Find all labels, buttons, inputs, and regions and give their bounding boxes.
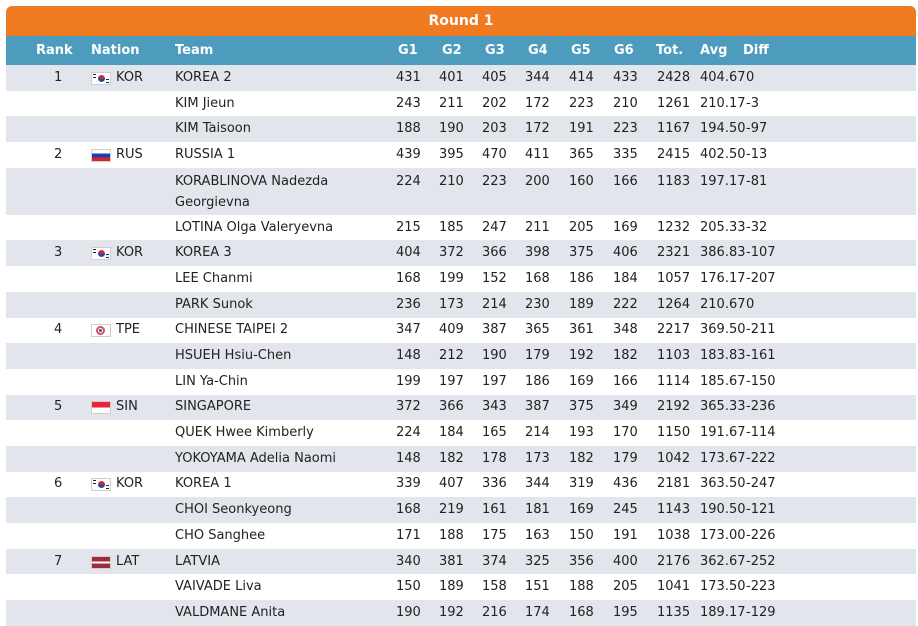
- average-score: 210.17: [700, 95, 746, 111]
- diff-score: -222: [746, 450, 776, 466]
- col-g3: G3: [485, 43, 505, 58]
- player-name: LEE Chanmi: [175, 270, 253, 286]
- game-1-score: 347: [396, 322, 421, 338]
- total-score: 1167: [657, 121, 691, 137]
- game-2-score: 188: [439, 527, 464, 543]
- team-row: [6, 549, 916, 575]
- average-score: 402.50: [700, 146, 746, 162]
- game-6-score: 166: [613, 173, 638, 189]
- game-3-score: 158: [482, 579, 507, 595]
- player-name: VAIVADE Liva: [175, 579, 262, 595]
- game-5-score: 169: [569, 373, 594, 389]
- average-score: 176.17: [700, 270, 746, 286]
- total-score: 2428: [657, 69, 691, 85]
- player-name: LOTINA Olga Valeryevna: [175, 219, 334, 235]
- lat-flag-icon: [91, 556, 111, 569]
- team-name: LATVIA: [175, 553, 220, 569]
- team-name: KOREA 1: [175, 476, 232, 492]
- game-5-score: 414: [569, 69, 594, 85]
- diff-score: -236: [746, 399, 776, 415]
- game-3-score: 161: [482, 502, 507, 518]
- game-2-score: 185: [439, 219, 464, 235]
- game-4-score: 365: [525, 322, 550, 338]
- average-score: 173.00: [700, 527, 746, 543]
- game-6-score: 170: [613, 425, 638, 441]
- game-2-score: 401: [439, 69, 464, 85]
- average-score: 191.67: [700, 425, 746, 441]
- kor-flag-icon: [91, 72, 111, 85]
- game-6-score: 335: [613, 146, 638, 162]
- nation-code: LAT: [116, 553, 140, 569]
- nation-code: KOR: [116, 245, 144, 261]
- game-5-score: 205: [569, 219, 594, 235]
- average-score: 194.50: [700, 121, 746, 137]
- player-name: PARK Sunok: [175, 296, 253, 312]
- game-6-score: 179: [613, 450, 638, 466]
- diff-score: -247: [746, 476, 776, 492]
- game-4-score: 172: [525, 95, 550, 111]
- average-score: 404.67: [700, 69, 746, 85]
- player-row: [6, 168, 916, 215]
- total-score: 1103: [657, 348, 691, 364]
- game-3-score: 223: [482, 173, 507, 189]
- game-2-score: 182: [439, 450, 464, 466]
- game-5-score: 191: [569, 121, 594, 137]
- diff-score: -161: [746, 348, 776, 364]
- game-1-score: 199: [396, 373, 421, 389]
- game-3-score: 202: [482, 95, 507, 111]
- nation-code: KOR: [116, 69, 144, 85]
- player-name: QUEK Hwee Kimberly: [175, 425, 314, 441]
- col-g1: G1: [398, 43, 418, 58]
- game-1-score: 372: [396, 399, 421, 415]
- game-5-score: 193: [569, 425, 594, 441]
- game-4-score: 344: [525, 476, 550, 492]
- player-row: [6, 523, 916, 549]
- diff-score: -207: [746, 270, 776, 286]
- game-6-score: 348: [613, 322, 638, 338]
- average-score: 210.67: [700, 296, 746, 312]
- game-6-score: 182: [613, 348, 638, 364]
- game-2-score: 192: [439, 604, 464, 620]
- game-2-score: 189: [439, 579, 464, 595]
- player-row: [6, 292, 916, 318]
- game-2-score: 372: [439, 245, 464, 261]
- diff-score: 0: [746, 296, 755, 312]
- game-3-score: 203: [482, 121, 507, 137]
- diff-score: -32: [746, 219, 768, 235]
- game-1-score: 188: [396, 121, 421, 137]
- game-5-score: 189: [569, 296, 594, 312]
- round-title: Round 1: [428, 13, 494, 29]
- game-4-score: 200: [525, 173, 550, 189]
- diff-score: 0: [746, 69, 755, 85]
- nation-code: KOR: [116, 476, 144, 492]
- game-1-score: 431: [396, 69, 421, 85]
- team-name: KOREA 2: [175, 69, 232, 85]
- game-5-score: 361: [569, 322, 594, 338]
- game-3-score: 387: [482, 322, 507, 338]
- game-4-score: 387: [525, 399, 550, 415]
- average-score: 183.83: [700, 348, 746, 364]
- game-1-score: 339: [396, 476, 421, 492]
- table-header: [6, 36, 916, 65]
- player-row: [6, 343, 916, 369]
- game-1-score: 439: [396, 146, 421, 162]
- game-4-score: 325: [525, 553, 550, 569]
- rank-cell: 5: [54, 399, 63, 415]
- game-6-score: 169: [613, 219, 638, 235]
- col-team: Team: [175, 43, 214, 58]
- results-table: [6, 65, 916, 626]
- game-1-score: 224: [396, 173, 421, 189]
- total-score: 1150: [657, 425, 691, 441]
- player-row: [6, 266, 916, 292]
- total-score: 1264: [657, 296, 691, 312]
- game-6-score: 245: [613, 502, 638, 518]
- game-1-score: 215: [396, 219, 421, 235]
- tpe-flag-icon: [91, 324, 111, 337]
- total-score: 1041: [657, 579, 691, 595]
- game-5-score: 182: [569, 450, 594, 466]
- game-6-score: 184: [613, 270, 638, 286]
- rus-flag-icon: [91, 149, 111, 162]
- game-4-score: 344: [525, 69, 550, 85]
- player-name: KIM Jieun: [175, 95, 235, 111]
- game-6-score: 166: [613, 373, 638, 389]
- diff-score: -114: [746, 425, 776, 441]
- player-row: [6, 215, 916, 241]
- round-title-bar: [6, 6, 916, 36]
- game-4-score: 179: [525, 348, 550, 364]
- player-name: YOKOYAMA Adelia Naomi: [175, 450, 337, 466]
- diff-score: -13: [746, 146, 768, 162]
- rank-cell: 7: [54, 553, 63, 569]
- sin-flag-icon: [91, 401, 111, 414]
- average-score: 362.67: [700, 553, 746, 569]
- game-6-score: 210: [613, 95, 638, 111]
- game-3-score: 405: [482, 69, 507, 85]
- total-score: 2181: [657, 476, 691, 492]
- player-name: VALDMANE Anita: [175, 604, 286, 620]
- col-rank: Rank: [36, 43, 73, 58]
- player-name: KIM Taisoon: [175, 121, 251, 137]
- kor-flag-icon: [91, 478, 111, 491]
- game-4-score: 214: [525, 425, 550, 441]
- col-diff: Diff: [743, 43, 769, 58]
- total-score: 2415: [657, 146, 691, 162]
- game-1-score: 236: [396, 296, 421, 312]
- game-2-score: 381: [439, 553, 464, 569]
- game-3-score: 165: [482, 425, 507, 441]
- game-5-score: 160: [569, 173, 594, 189]
- game-6-score: 433: [613, 69, 638, 85]
- game-2-score: 407: [439, 476, 464, 492]
- game-2-score: 210: [439, 173, 464, 189]
- team-row: [6, 395, 916, 421]
- game-2-score: 409: [439, 322, 464, 338]
- player-row: [6, 497, 916, 523]
- diff-score: -223: [746, 579, 776, 595]
- game-6-score: 400: [613, 553, 638, 569]
- game-2-score: 190: [439, 121, 464, 137]
- game-5-score: 375: [569, 399, 594, 415]
- total-score: 1114: [657, 373, 691, 389]
- game-4-score: 181: [525, 502, 550, 518]
- total-score: 1135: [657, 604, 691, 620]
- nation-code: RUS: [116, 146, 143, 162]
- game-2-score: 212: [439, 348, 464, 364]
- game-3-score: 190: [482, 348, 507, 364]
- game-1-score: 168: [396, 270, 421, 286]
- game-5-score: 365: [569, 146, 594, 162]
- game-3-score: 197: [482, 373, 507, 389]
- team-row: [6, 142, 916, 168]
- game-2-score: 199: [439, 270, 464, 286]
- game-1-score: 148: [396, 348, 421, 364]
- diff-score: -107: [746, 245, 776, 261]
- game-1-score: 243: [396, 95, 421, 111]
- team-name: KOREA 3: [175, 245, 232, 261]
- team-row: [6, 240, 916, 266]
- total-score: 2176: [657, 553, 691, 569]
- average-score: 369.50: [700, 322, 746, 338]
- average-score: 190.50: [700, 502, 746, 518]
- game-5-score: 186: [569, 270, 594, 286]
- rank-cell: 3: [54, 245, 63, 261]
- game-3-score: 152: [482, 270, 507, 286]
- player-row: [6, 116, 916, 142]
- total-score: 1261: [657, 95, 691, 111]
- col-g6: G6: [614, 43, 634, 58]
- game-5-score: 356: [569, 553, 594, 569]
- nation-code: TPE: [116, 322, 140, 338]
- game-1-score: 171: [396, 527, 421, 543]
- game-4-score: 230: [525, 296, 550, 312]
- game-5-score: 188: [569, 579, 594, 595]
- total-score: 2192: [657, 399, 691, 415]
- diff-score: -150: [746, 373, 776, 389]
- rank-cell: 1: [54, 69, 63, 85]
- total-score: 1183: [657, 173, 691, 189]
- game-5-score: 192: [569, 348, 594, 364]
- game-6-score: 191: [613, 527, 638, 543]
- game-2-score: 173: [439, 296, 464, 312]
- team-name: RUSSIA 1: [175, 146, 236, 162]
- game-1-score: 168: [396, 502, 421, 518]
- game-4-score: 151: [525, 579, 550, 595]
- player-row: [6, 600, 916, 626]
- game-3-score: 216: [482, 604, 507, 620]
- game-4-score: 163: [525, 527, 550, 543]
- game-4-score: 411: [525, 146, 550, 162]
- player-name: CHO Sanghee: [175, 527, 266, 543]
- game-2-score: 366: [439, 399, 464, 415]
- game-6-score: 222: [613, 296, 638, 312]
- col-g5: G5: [571, 43, 591, 58]
- average-score: 173.67: [700, 450, 746, 466]
- player-row: [6, 420, 916, 446]
- total-score: 2217: [657, 322, 691, 338]
- team-name: SINGAPORE: [175, 399, 252, 415]
- game-6-score: 436: [613, 476, 638, 492]
- diff-score: -121: [746, 502, 776, 518]
- player-row: [6, 574, 916, 600]
- game-2-score: 197: [439, 373, 464, 389]
- game-6-score: 349: [613, 399, 638, 415]
- rank-cell: 6: [54, 476, 63, 492]
- game-6-score: 223: [613, 121, 638, 137]
- team-row: [6, 472, 916, 498]
- game-4-score: 398: [525, 245, 550, 261]
- col-total: Tot.: [656, 43, 684, 58]
- game-2-score: 219: [439, 502, 464, 518]
- player-row: [6, 446, 916, 472]
- player-row: [6, 91, 916, 117]
- average-score: 365.33: [700, 399, 746, 415]
- total-score: 1143: [657, 502, 691, 518]
- player-name: CHOI Seonkyeong: [175, 502, 292, 518]
- team-name: CHINESE TAIPEI 2: [175, 322, 289, 338]
- nation-code: SIN: [116, 399, 138, 415]
- game-2-score: 395: [439, 146, 464, 162]
- total-score: 1057: [657, 270, 691, 286]
- rank-cell: 2: [54, 146, 63, 162]
- game-1-score: 340: [396, 553, 421, 569]
- game-3-score: 175: [482, 527, 507, 543]
- col-g4: G4: [528, 43, 548, 58]
- game-4-score: 186: [525, 373, 550, 389]
- col-avg: Avg: [700, 43, 728, 58]
- col-nation: Nation: [91, 43, 140, 58]
- game-4-score: 173: [525, 450, 550, 466]
- game-5-score: 150: [569, 527, 594, 543]
- total-score: 1038: [657, 527, 691, 543]
- game-1-score: 148: [396, 450, 421, 466]
- diff-score: -129: [746, 604, 776, 620]
- team-row: [6, 65, 916, 91]
- player-name: LIN Ya-Chin: [175, 373, 248, 389]
- game-3-score: 178: [482, 450, 507, 466]
- diff-score: -226: [746, 527, 776, 543]
- game-5-score: 375: [569, 245, 594, 261]
- game-1-score: 150: [396, 579, 421, 595]
- kor-flag-icon: [91, 247, 111, 260]
- diff-score: -252: [746, 553, 776, 569]
- rank-cell: 4: [54, 322, 63, 338]
- game-6-score: 406: [613, 245, 638, 261]
- game-5-score: 319: [569, 476, 594, 492]
- game-3-score: 343: [482, 399, 507, 415]
- player-name-line2: Georgievna: [175, 194, 250, 210]
- average-score: 363.50: [700, 476, 746, 492]
- average-score: 205.33: [700, 219, 746, 235]
- team-row: [6, 318, 916, 344]
- average-score: 189.17: [700, 604, 746, 620]
- player-row: [6, 369, 916, 395]
- average-score: 185.67: [700, 373, 746, 389]
- diff-score: -81: [746, 173, 768, 189]
- game-5-score: 169: [569, 502, 594, 518]
- game-6-score: 205: [613, 579, 638, 595]
- game-2-score: 211: [439, 95, 464, 111]
- game-4-score: 174: [525, 604, 550, 620]
- game-5-score: 223: [569, 95, 594, 111]
- average-score: 386.83: [700, 245, 746, 261]
- game-3-score: 336: [482, 476, 507, 492]
- game-5-score: 168: [569, 604, 594, 620]
- game-3-score: 366: [482, 245, 507, 261]
- total-score: 2321: [657, 245, 691, 261]
- total-score: 1232: [657, 219, 691, 235]
- col-g2: G2: [442, 43, 462, 58]
- game-3-score: 374: [482, 553, 507, 569]
- player-name: HSUEH Hsiu-Chen: [175, 348, 292, 364]
- game-2-score: 184: [439, 425, 464, 441]
- game-4-score: 168: [525, 270, 550, 286]
- game-1-score: 404: [396, 245, 421, 261]
- game-3-score: 470: [482, 146, 507, 162]
- average-score: 173.50: [700, 579, 746, 595]
- average-score: 197.17: [700, 173, 746, 189]
- game-3-score: 247: [482, 219, 507, 235]
- game-6-score: 195: [613, 604, 638, 620]
- game-1-score: 190: [396, 604, 421, 620]
- game-1-score: 224: [396, 425, 421, 441]
- game-3-score: 214: [482, 296, 507, 312]
- diff-score: -211: [746, 322, 776, 338]
- total-score: 1042: [657, 450, 691, 466]
- player-name: KORABLINOVA Nadezda: [175, 173, 329, 189]
- game-4-score: 172: [525, 121, 550, 137]
- diff-score: -3: [746, 95, 759, 111]
- diff-score: -97: [746, 121, 768, 137]
- game-4-score: 211: [525, 219, 550, 235]
